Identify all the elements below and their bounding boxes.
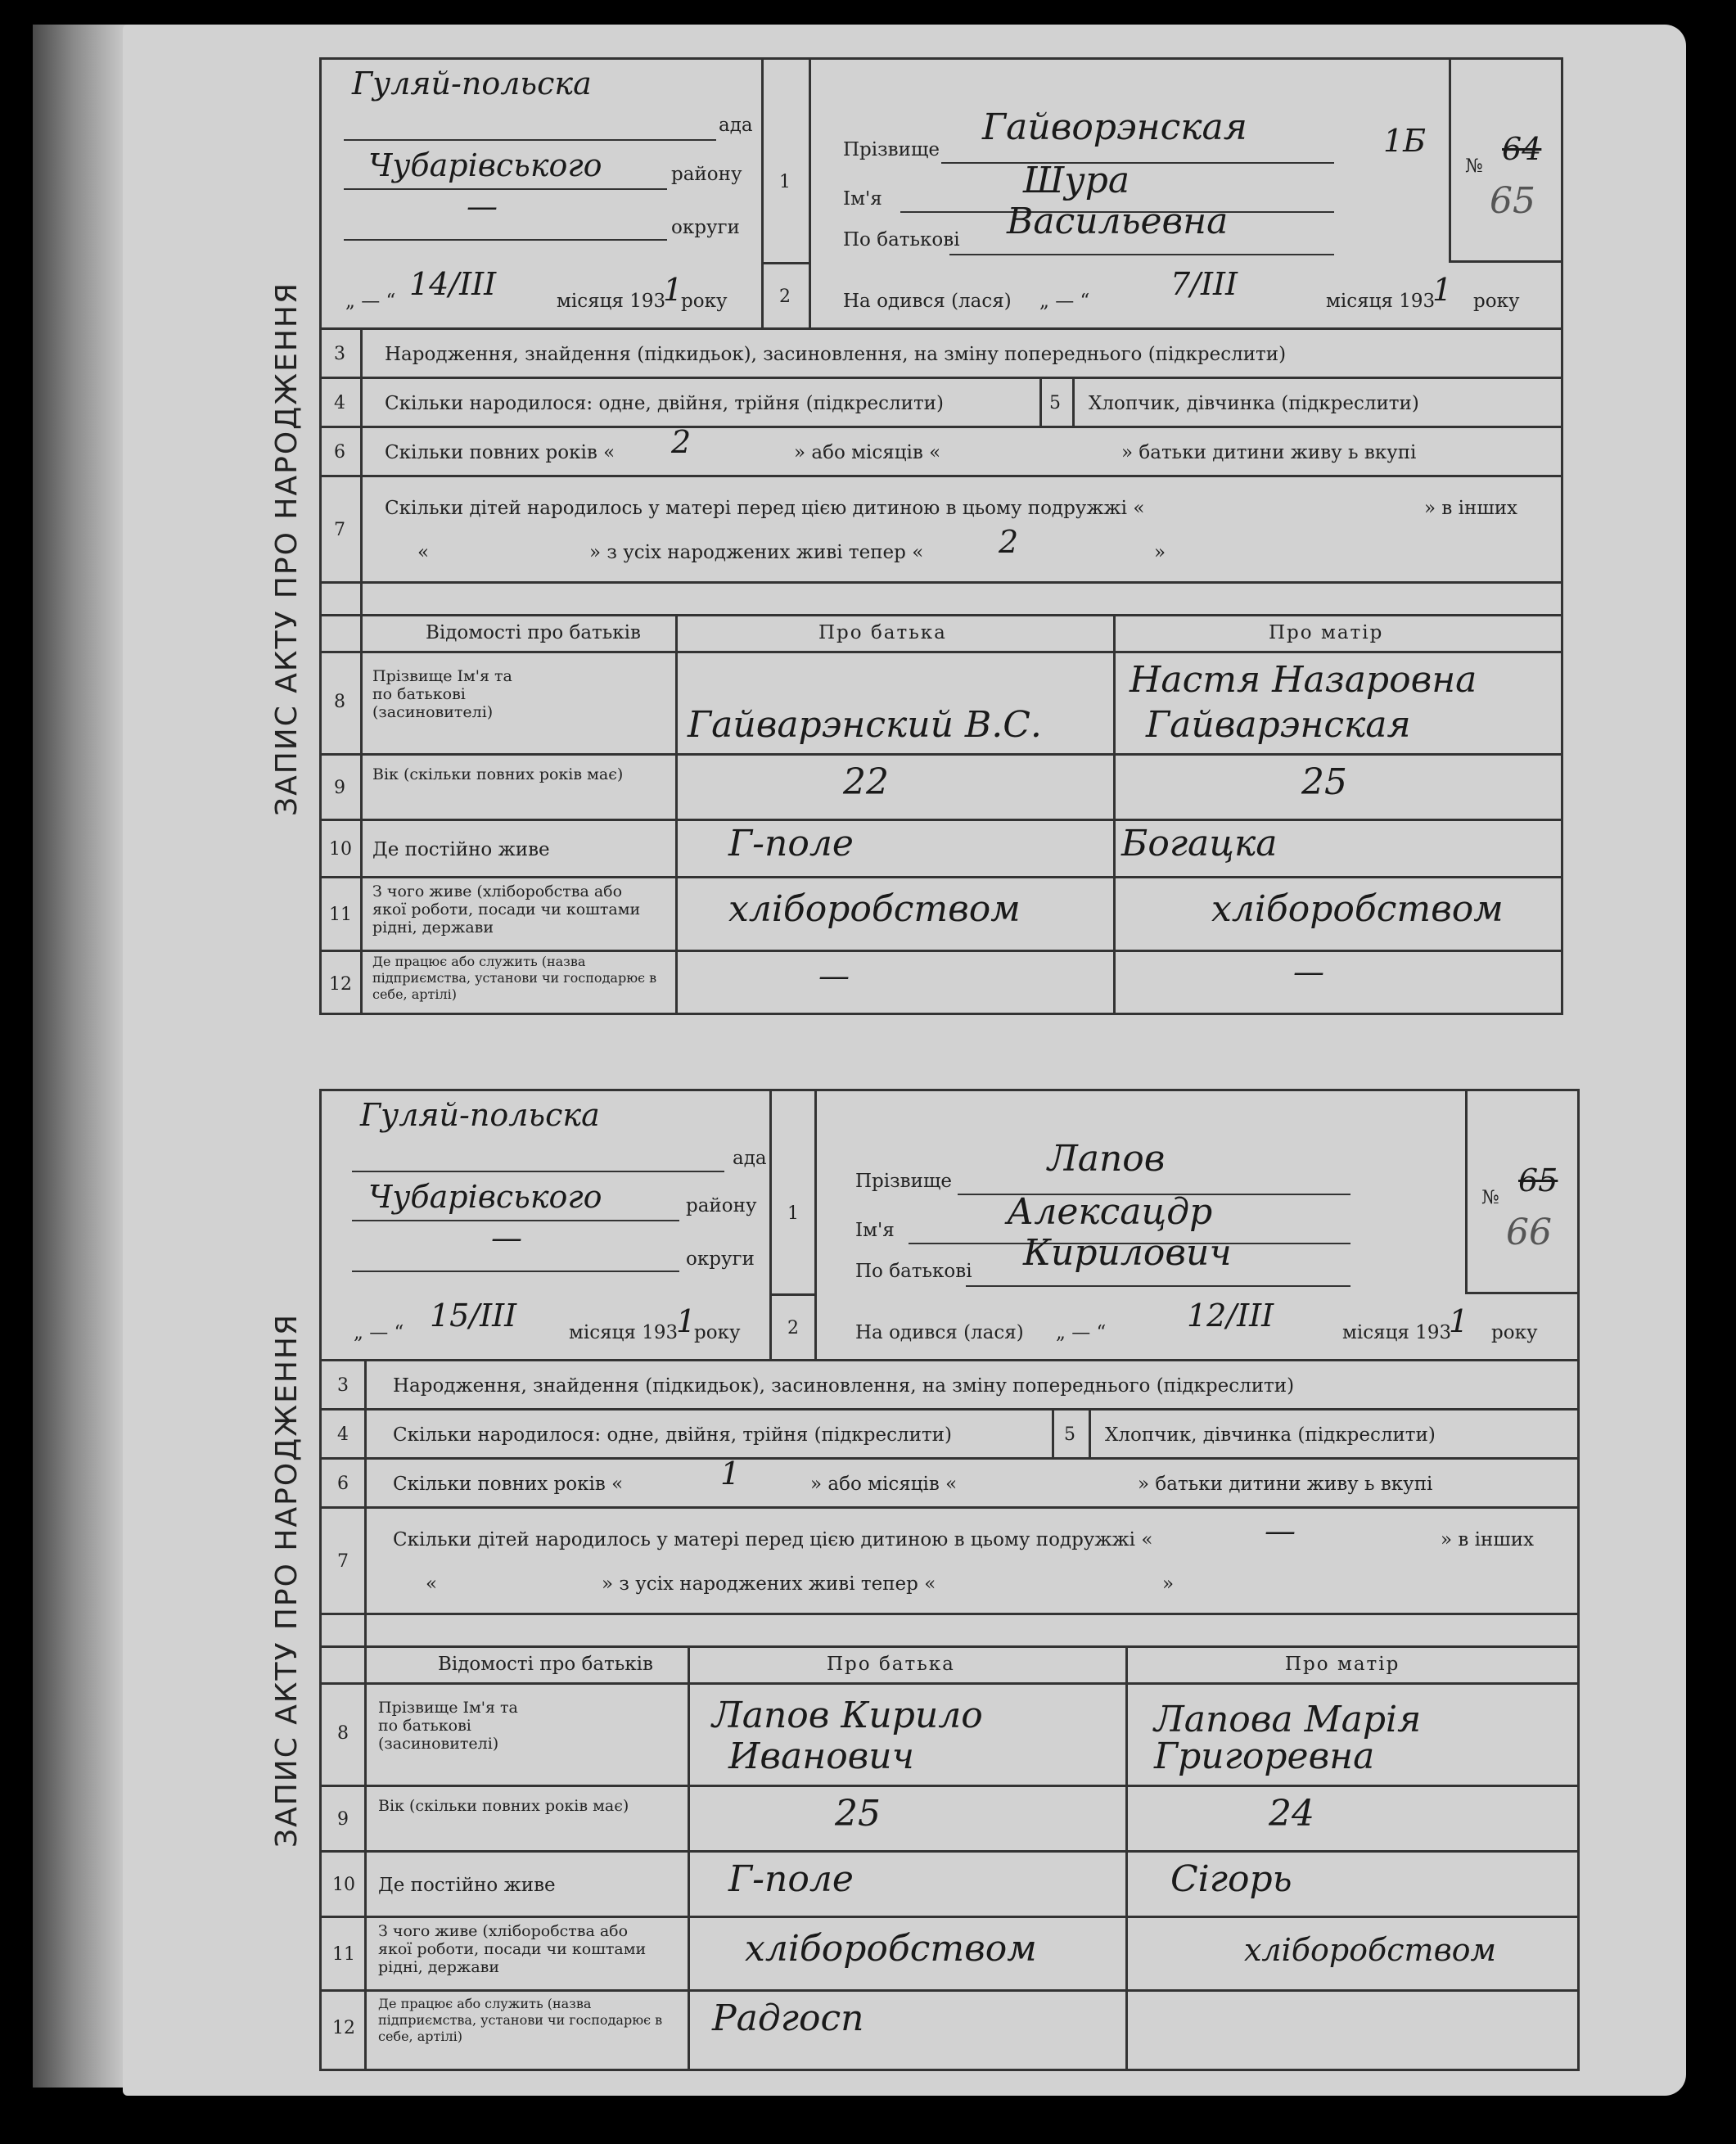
- father-name-1: Лапов Кирило: [712, 1695, 983, 1736]
- surname-label: Прізвище: [843, 139, 940, 160]
- reg-month-label: місяця 193: [557, 291, 666, 312]
- row-7-this-marriage: —: [1265, 1513, 1296, 1549]
- birth-year: 1: [1449, 1303, 1469, 1339]
- rada-label: ада: [719, 115, 753, 136]
- row-6-years: 2: [671, 424, 692, 460]
- record-side-title: ЗАПИС АКТУ ПРО НАРОДЖЕННЯ: [269, 281, 304, 816]
- row-8-label: Прізвище Ім'я та по батькові (засиновителі): [372, 667, 512, 721]
- birth-record-1: ЗАПИС АКТУ ПРО НАРОДЖЕННЯ Гуляй-польска ада Чубарівського району — округи „ — “ 14/III місяця 193 1 року 1 2 Прізвище Гайворэнская 1Б Ім'я Шура По батькові Васильевна № 64 65 На одився (лася) „ — “ 7/III місяця 193 1 року 3 Народження, знайдення (підкидьок), засиновлення, на зміну попереднього (підкреслити) 4 Скільки народилося: одне, двійня, трійня (підкреслити) 5 Хлопчик, дівчинка (підкреслити) 6 Скільки повних років « 2 » або місяців « » батьки дитини живу ь вкупі 7 Скільки дітей народилось у матері перед цією дитиною в цьому подружжі « » в інших « » з усіх народжених живі тепер « 2 » Відомості про батьків Про батька Про матір 8 Прізвище Ім'я та по батькові (засиновителі) Гайварэнский В.С. Настя Назаровна Гайварэнская 9 Вік (скільки повних років має) 22 25 10 Де постійно живе Г-поле Богацка 11 З чого живе (хліборобства або якої роботи, посади чи коштами рідні, держави хліборобством хліборобством 12 Де працює або служить (назва підприємства, установи чи господарює в себе, артілі) — —: [123, 57, 1596, 1040]
- row-5-text: Хлопчик, дівчинка (підкреслити): [1089, 393, 1419, 414]
- mother-occupation: хліборобством: [1244, 1932, 1497, 1968]
- child-name: Шура: [1023, 160, 1130, 201]
- child-patronymic: Кирилович: [1023, 1232, 1232, 1274]
- mother-age: 25: [1301, 761, 1347, 803]
- row-9-label: Вік (скільки повних років має): [372, 765, 624, 783]
- hdr-parents: Відомості про батьків: [426, 622, 641, 643]
- row-11-label: З чого живе (хліборобства або якої роботи, посади чи коштами рідні, держави: [372, 882, 641, 937]
- rada-value: Гуляй-польска: [360, 1097, 600, 1133]
- rayon-value: Чубарівського: [368, 147, 602, 183]
- record-frame: [319, 57, 1563, 1015]
- born-label: На одився (лася): [843, 291, 1012, 312]
- mother-age: 24: [1269, 1793, 1314, 1835]
- row-12-label: Де працює або служить (назва підприємства, установи чи господарює в себе, артілі): [372, 954, 657, 1002]
- hdr-father: Про батька: [818, 622, 947, 643]
- father-occupation: хліборобством: [745, 1928, 1037, 1970]
- mother-name-1: Настя Назаровна: [1130, 659, 1477, 701]
- mother-name-2: Григоревна: [1154, 1736, 1375, 1777]
- father-lives: Г-поле: [728, 1858, 854, 1900]
- register-page: [123, 25, 1686, 2096]
- old-number: 65: [1518, 1162, 1558, 1198]
- child-surname: Лапов: [1048, 1138, 1166, 1180]
- row-3-text: Народження, знайдення (підкидьок), засиновлення, на зміну попереднього (підкреслити): [385, 344, 1287, 365]
- new-number: 66: [1506, 1212, 1552, 1253]
- father-name-2: Гайварэнский В.С.: [688, 704, 1042, 746]
- reg-year: 1: [676, 1303, 697, 1339]
- father-work: —: [818, 958, 850, 994]
- father-name-2: Иванович: [728, 1736, 915, 1777]
- okrug-value: —: [467, 188, 498, 224]
- okrug-label: округи: [671, 217, 740, 238]
- rada-value: Гуляй-польска: [352, 65, 592, 102]
- old-number: 64: [1502, 131, 1542, 167]
- patronymic-label: По батькові: [843, 229, 960, 251]
- birth-date: 7/III: [1170, 266, 1238, 302]
- father-lives: Г-поле: [728, 823, 854, 864]
- child-surname: Гайворэнская: [982, 106, 1247, 148]
- father-age: 25: [835, 1793, 881, 1835]
- row-6-years: 1: [720, 1456, 741, 1492]
- okrug-value: —: [491, 1220, 522, 1256]
- rayon-label: району: [671, 164, 742, 185]
- new-number: 65: [1490, 180, 1535, 222]
- mother-name-2: Гайварэнская: [1146, 704, 1411, 746]
- name-label: Ім'я: [843, 188, 882, 210]
- hdr-mother: Про матір: [1269, 622, 1384, 643]
- birth-year: 1: [1432, 272, 1453, 308]
- father-work: Радгосп: [712, 1997, 864, 2039]
- mother-lives: Сігорь: [1170, 1858, 1292, 1900]
- row-4-text: Скільки народилося: одне, двійня, трійня (підкреслити): [385, 393, 944, 414]
- mother-work: —: [1293, 954, 1324, 990]
- father-age: 22: [843, 761, 889, 803]
- margin-mark: 1Б: [1383, 123, 1427, 159]
- row-10-label: Де постійно живе: [372, 839, 550, 860]
- child-name: Алексацдр: [1007, 1191, 1213, 1233]
- mother-occupation: хліборобством: [1211, 888, 1504, 930]
- mother-lives: Богацка: [1121, 823, 1278, 864]
- mother-name-1: Лапова Марія: [1154, 1699, 1422, 1740]
- birth-record-2: ЗАПИС АКТУ ПРО НАРОДЖЕННЯ Гуляй-польска ада Чубарівського району — округи „ — “ 15/III місяця 193 1 року 1 2 Прізвище Лапов Ім'я Алексацдр По батькові Кирилович № 65 66 На одився (лася) „ — “ 12/III місяця 193 1 року 3 Народження, знайдення (підкидьок), засиновлення, на зміну попереднього (підкреслити) 4 Скільки народилося: одне, двійня, трійня (підкреслити) 5 Хлопчик, дівчинка (підкреслити) 6 Скільки повних років « 1 » або місяців « » батьки дитини живу ь вкупі 7 Скільки дітей народилось у матері перед цією дитиною в цьому подружжі « — » в інших « » з усіх народжених живі тепер « » Відомості про батьків Про батька Про матір 8 Прізвище Ім'я та по батькові (засиновителі) Лапов Кирило Иванович Лапова Марія Григоревна 9 Вік (скільки повних років має) 25 24 10 Де постійно живе Г-поле Сігорь 11 З чого живе (хліборобства або якої роботи, посади чи коштами рідні, держави хліборобством хліборобством 12 Де працює або служить (назва підприємства, установи чи господарює в себе, артілі) Радгосп: [123, 1089, 1596, 2071]
- reg-date: 15/III: [430, 1298, 517, 1334]
- father-occupation: хліборобством: [728, 888, 1021, 930]
- reg-year: 1: [663, 272, 683, 308]
- reg-date: 14/III: [409, 266, 497, 302]
- rayon-value: Чубарівського: [368, 1179, 602, 1215]
- row-7-alive: 2: [999, 524, 1019, 560]
- child-patronymic: Васильевна: [1007, 201, 1229, 242]
- record-side-title: ЗАПИС АКТУ ПРО НАРОДЖЕННЯ: [269, 1312, 304, 1848]
- birth-date: 12/III: [1187, 1298, 1274, 1334]
